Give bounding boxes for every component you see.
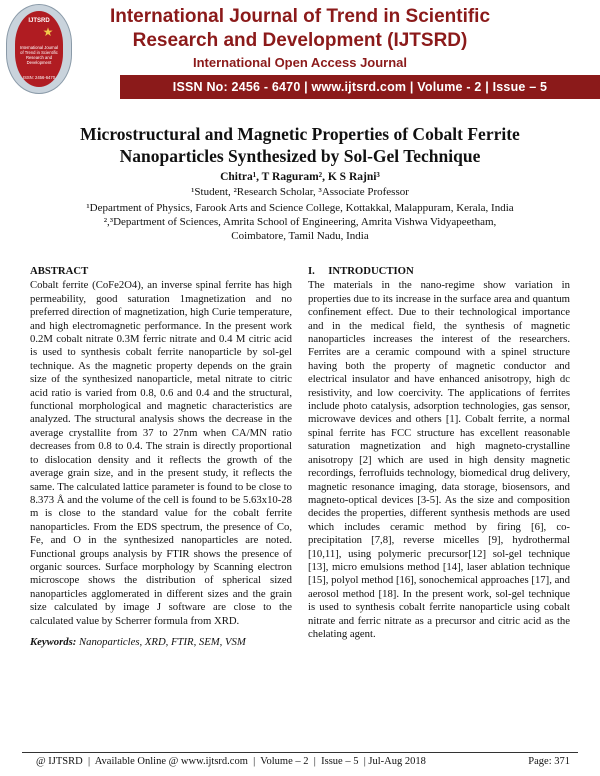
affiliation-3: Coimbatore, Tamil Nadu, India: [231, 230, 369, 242]
affiliation-1: ¹Department of Physics, Farook Arts and Science College, Kottakkal, Malappuram, Kerala, India: [86, 202, 514, 214]
issn-bar: ISSN No: 2456 - 6470 | www.ijtsrd.com | Volume - 2 | Issue – 5: [120, 75, 600, 99]
introduction-column: [308, 265, 570, 641]
paper-title-line1: Microstructural and Magnetic Properties of Cobalt Ferrite: [80, 124, 520, 144]
paper-title-line2: Nanoparticles Synthesized by Sol-Gel Technique: [119, 146, 481, 166]
logo-text-top: IJTSRD: [28, 18, 50, 24]
introduction-heading: I. INTRODUCTION: [308, 265, 414, 277]
logo-text-mid: International Journal of Trend in Scientific Research and Development: [20, 45, 58, 65]
keywords-label: Keywords:: [30, 635, 77, 648]
abstract-column: [30, 265, 292, 649]
journal-subtitle: International Open Access Journal: [192, 55, 408, 70]
footer-divider: [22, 752, 578, 753]
page-footer: [0, 752, 600, 776]
keywords-text: Nanoparticles, XRD, FTIR, SEM, VSM: [78, 635, 246, 648]
logo-text-issn: ISSN: 2456-6470: [22, 75, 56, 80]
page-number: Page: 371: [528, 756, 570, 767]
footer-left-text: @ IJTSRD | Available Online @ www.ijtsrd.com | Volume – 2 | Issue – 5 | Jul-Aug 2018: [36, 756, 426, 767]
abstract-text: Cobalt ferrite (CoFe2O4), an inverse spinal ferrite has high permeability, good saturation 1magnetization and no preferred direction of magnetization, high Curie temperature, and high electromagnetic performance. In the present work 0.2M cobalt nitrate 0.3M ferric nitrate and 0.4 M citric acid is used to synthesis cobalt ferrite nanoparticle by sol-gel technique. As the magnetic property depends on the grain size of the synthesized nanoparticle, metal nitrate to citric acid ratio is varied from 0.8, 0.6 and 0.4 and the structural, functional morphological and magnetic characteristics are analyzed. The structural analysis shows the decrease in the average crystallite from 37 to 27nm when CA/MN ratio decreases from 0.8 to 0.4. The strain is directly proportional to dislocation density and it reflects the growth of the average grain size, and in the present study, it reflects the same. The calculated lattice parameter is found to be close to 8.373 Å and the volume of the cell is found to be 5.63x10-28 m is close to the standard value for the cobalt ferrite nanoparticles. From the EDS spectrum, the presence of Co, Fe, and O in the synthesized nanoparticles are noted. Functional groups analysis by FTIR shows the presence of organic sources. Surface morphology by Scanning electron microscope shows the distribution of spherical sized nanoparticles agglomerated in different sizes and the grain size calculated by image J software are close to the calculated value by Scherrer formula from XRD.: [30, 279, 292, 627]
author-roles: ¹Student, ²Research Scholar, ³Associate Professor: [191, 186, 409, 198]
journal-title-line2: Research and Development (IJTSRD): [132, 30, 468, 51]
journal-banner: [0, 0, 600, 103]
affiliation-2: ²,³Department of Sciences, Amrita School of Engineering, Amrita Vishwa Vidyapeetham,: [103, 216, 497, 228]
abstract-heading: ABSTRACT: [30, 265, 89, 277]
introduction-text: The materials in the nano-regime show variation in properties due to its increase in the surface area and quantum confinement effect. Due to their technological importance and in the medical field, the synthesis of magnetic nanoparticles increases the interest of the researchers. Ferrites are a ceramic compound with a spinel structure having both the property of magnetic conductor and electrical insulator and have enhanced anisotropy, high dc resistivity, and low coercivity. The applications of ferrites include photo catalysis, adsorption technologies, gas sensor, microwave devices and others [1]. Cobalt ferrite, a normal spinal ferrite has FCC structure has excellent reasonable saturation magnetization and high magneto-crystalline anisotropy [2] which are used in high density magnetic recordings, ferrofluids technology, biomedical drug delivery, magnetic resonance imaging, data storage, biosensors, and magneto-optical devices [3-5]. As the size and composition decides the properties, different synthesis methods are used which includes ceramic method by firing [6], co-precipitation [7,8], reverse micelles [9], hydrothermal [10,11], using polymeric precursor[12] sol-gel technique [13], micro emulsions method [14], laser ablation technique [15], polyol method [16], sonochemical approaches [17], and aerosol method [18]. In the present work, sol-gel technique is used to synthesis cobalt ferrite nanoparticle using cobalt nitrate and ferric nitrate as a precursor and citric acid as the chelating agent.: [308, 279, 570, 640]
paper-authors: Chitra¹, T Raguram², K S Rajni³: [220, 171, 380, 183]
keywords: [30, 636, 292, 649]
star-icon: ★: [42, 25, 54, 39]
journal-title-line1: International Journal of Trend in Scientific: [109, 6, 491, 27]
